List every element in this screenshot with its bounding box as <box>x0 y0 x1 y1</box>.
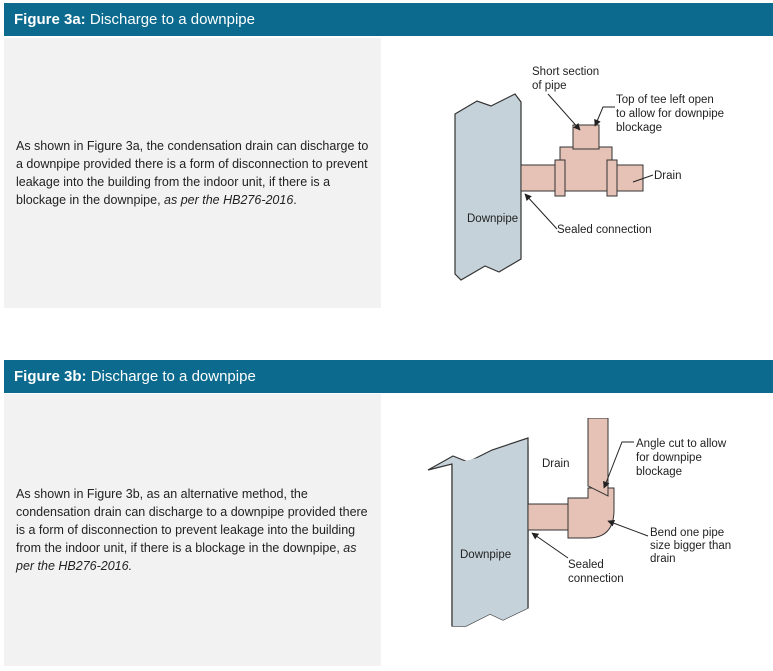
downpipe-label: Downpipe <box>460 549 512 561</box>
top-tee-label-2: to allow for downpipe <box>616 108 725 120</box>
figure-3b-diagram <box>408 418 770 636</box>
top-tee-arrow <box>595 107 615 126</box>
drain-label: Drain <box>654 170 682 182</box>
figure-3a-text: As shown in Figure 3a, the condensation drain can discharge to a downpipe provided there is a form of disconnection to prevent leakage into the building from the indoor unit, if there is a blockage in the downpipe, <box>16 139 369 207</box>
figure-3b-reference: as per the HB276-2016. <box>16 541 357 573</box>
figure-3a-header <box>4 3 773 36</box>
short-pipe-section <box>573 125 599 149</box>
downpipe-label: Downpipe <box>467 213 519 225</box>
short-section-label-2: of pipe <box>532 80 567 92</box>
bend-arrow <box>608 521 648 536</box>
sealed-connection-label: Sealed connection <box>557 224 652 236</box>
figure-3a-label: Figure 3a: <box>14 11 86 28</box>
downpipe-shape <box>455 94 521 280</box>
bend-label-2: size bigger than <box>650 540 732 552</box>
sealed-label-2: connection <box>568 573 624 585</box>
bend-label-3: drain <box>650 553 676 565</box>
short-section-arrow <box>548 94 580 130</box>
figure-3b-header <box>4 360 773 393</box>
figure-3a-reference: as per the HB276-2016 <box>164 193 294 207</box>
top-tee-label-1: Top of tee left open <box>616 94 714 106</box>
figure-3a-text-end: . <box>293 193 297 207</box>
tee-fitting <box>560 147 612 191</box>
bend-label-1: Bend one pipe <box>650 527 725 539</box>
top-tee-label-3: blockage <box>616 122 663 134</box>
downpipe-fill <box>452 446 528 626</box>
drain-label: Drain <box>542 458 570 470</box>
figure-3b-text: As shown in Figure 3b, as an alternative method, the condensation drain can discharge to a downpipe provided there is a form of disconnection to prevent leakage into the building from the indoor unit, if there is a blockage in the downpipe, <box>16 487 368 555</box>
short-section-label-1: Short section <box>532 66 600 78</box>
figure-3b-label: Figure 3b: <box>14 368 87 385</box>
figure-3b-paragraph <box>16 485 369 575</box>
sealed-label-1: Sealed <box>568 559 604 571</box>
angle-cut-label-2: for downpipe <box>636 452 702 464</box>
figure-3a-title: Discharge to a downpipe <box>89 11 255 28</box>
sealed-arrow <box>532 533 568 558</box>
angle-cut-label-1: Angle cut to allow <box>636 438 727 450</box>
figure-3a-diagram <box>385 44 770 302</box>
figure-3a-text-panel <box>4 38 381 308</box>
figure-3b-text-panel <box>4 394 381 666</box>
angle-cut-label-3: blockage <box>636 466 683 478</box>
tee-collar-right <box>607 160 617 196</box>
figure-3b-title: Discharge to a downpipe <box>90 368 256 385</box>
tee-collar-left <box>555 160 565 196</box>
figure-3a-paragraph <box>16 137 369 209</box>
sealed-connection-arrow <box>525 194 557 229</box>
